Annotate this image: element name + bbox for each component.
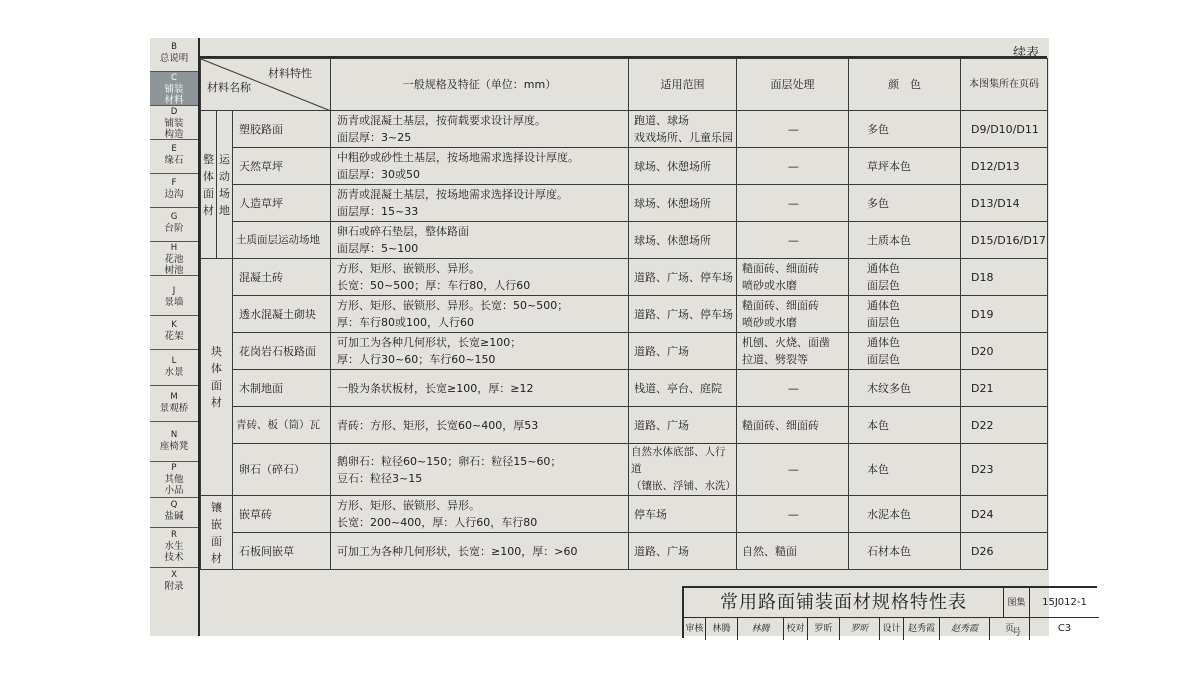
index-item-h[interactable]: H 花池树池 [150, 242, 198, 276]
index-item-p[interactable]: P 其他小品 [150, 462, 198, 498]
range-cell: 球场、休憩场所 [629, 185, 737, 222]
header-material-name: 材料名称 [207, 81, 251, 94]
spec-cell: 可加工为各种几何形状，长宽：≥100，厚：>60 [331, 533, 629, 570]
header-row [201, 59, 1048, 111]
surface-cell: — [737, 444, 849, 496]
header-diagonal-cell [201, 59, 331, 111]
page-cell: D9/D10/D11 [961, 111, 1048, 148]
material-name: 人造草坪 [233, 185, 331, 222]
range-cell: 道路、广场 [629, 407, 737, 444]
spec-cell: 沥青或混凝土基层，按场地需求选择设计厚度。 面层厚：15~33 [331, 185, 629, 222]
designer-signature: 赵秀霞 [940, 618, 990, 640]
table-row [201, 185, 1048, 222]
header-material-property: 材料特性 [268, 67, 313, 80]
page-cell: D18 [961, 259, 1048, 296]
range-cell: 道路、广场 [629, 533, 737, 570]
index-item-c[interactable]: C 铺装材料 [150, 72, 198, 106]
range-cell: 栈道、亭台、庭院 [629, 370, 737, 407]
checker-signature: 罗昕 [840, 618, 880, 640]
page-cell: D13/D14 [961, 185, 1048, 222]
page-cell: D21 [961, 370, 1048, 407]
material-name: 塑胶路面 [233, 111, 331, 148]
index-item-x[interactable]: X 附录 [164, 570, 184, 592]
material-name: 石板间嵌草 [233, 533, 331, 570]
table-row [201, 333, 1048, 370]
continued-label: 续表 [1012, 46, 1039, 61]
material-name: 混凝土砖 [233, 259, 331, 296]
group-monolithic: 整 体 面 材 [201, 111, 217, 259]
color-cell: 多色 [849, 111, 961, 148]
surface-cell: 糙面砖、细面砖 [737, 407, 849, 444]
drawing-sheet [150, 38, 1087, 638]
spec-cell: 方形、矩形、嵌锁形、异形。 长宽：50~500；厚：车行80，人行60 [331, 259, 629, 296]
material-name: 花岗岩石板路面 [233, 333, 331, 370]
surface-cell: 糙面砖、细面砖 喷砂或水磨 [737, 259, 849, 296]
spec-cell: 青砖：方形、矩形，长宽60~400，厚53 [331, 407, 629, 444]
group-sports-field: 运 动 场 地 [217, 111, 233, 259]
check-label: 校对 [784, 618, 808, 640]
reviewer-name: 林腾 [706, 618, 738, 640]
index-item-f[interactable]: F 边沟 [150, 174, 198, 208]
atlas-label: 图集号 [1004, 588, 1030, 618]
material-name: 土质面层运动场地 [233, 222, 331, 259]
color-cell: 本色 [849, 444, 961, 496]
header-page: 本图集所在页码 [961, 59, 1048, 111]
color-cell: 通体色 面层色 [849, 296, 961, 333]
material-name: 青砖、板（筒）瓦 [233, 407, 331, 444]
page-cell: D12/D13 [961, 148, 1048, 185]
table-row [201, 111, 1048, 148]
spec-cell: 方形、矩形、嵌锁形、异形。长宽：50~500； 厚：车行80或100，人行60 [331, 296, 629, 333]
range-cell: 球场、休憩场所 [629, 222, 737, 259]
reviewer-signature: 林腾 [738, 618, 784, 640]
surface-cell: 机刨、火烧、面凿 拉道、劈裂等 [737, 333, 849, 370]
page-label: 页 [990, 618, 1030, 640]
range-cell: 跑道、球场 戏戏场所、儿童乐园 [629, 111, 737, 148]
index-item-j[interactable]: J 景墙 [150, 276, 198, 316]
surface-cell: — [737, 222, 849, 259]
table-row [201, 148, 1048, 185]
header-surface: 面层处理 [737, 59, 849, 111]
color-cell: 通体色 面层色 [849, 333, 961, 370]
index-item-g[interactable]: G 台阶 [150, 208, 198, 242]
index-item-d[interactable]: D 铺装构造 [150, 106, 198, 140]
page-cell: D23 [961, 444, 1048, 496]
material-name: 透水混凝土砌块 [233, 296, 331, 333]
index-item-l[interactable]: L 水景 [150, 350, 198, 386]
atlas-number: 15J012-1 [1030, 588, 1099, 618]
material-name: 天然草坪 [233, 148, 331, 185]
index-item-e[interactable]: E 缘石 [150, 140, 198, 174]
range-cell: 自然水体底部、人行道 （镶嵌、浮铺、水洗） [629, 444, 737, 496]
page-cell: D24 [961, 496, 1048, 533]
index-item-m[interactable]: M 景观桥 [150, 386, 198, 422]
spec-cell: 方形、矩形、嵌锁形、异形。 长宽：200~400，厚：人行60，车行80 [331, 496, 629, 533]
group-block: 块 体 面 材 [201, 259, 233, 496]
page-cell: D19 [961, 296, 1048, 333]
color-cell: 通体色 面层色 [849, 259, 961, 296]
color-cell: 多色 [849, 185, 961, 222]
page-cell: D26 [961, 533, 1048, 570]
range-cell: 球场、休憩场所 [629, 148, 737, 185]
table-row [201, 496, 1048, 533]
surface-cell: — [737, 370, 849, 407]
color-cell: 本色 [849, 407, 961, 444]
table-row [201, 296, 1048, 333]
header-spec: 一般规格及特征（单位：mm） [331, 59, 629, 111]
page-cell: D20 [961, 333, 1048, 370]
header-color: 颜 色 [849, 59, 961, 111]
title-block [682, 586, 1097, 638]
spec-cell: 一般为条状板材，长宽≥100，厚：≥12 [331, 370, 629, 407]
chapter-index [150, 38, 200, 636]
color-cell: 土质本色 [849, 222, 961, 259]
table-row [201, 533, 1048, 570]
range-cell: 停车场 [629, 496, 737, 533]
table-row [201, 444, 1048, 496]
table-row [201, 222, 1048, 259]
drawing-title: 常用路面铺装面材规格特性表 [684, 588, 1004, 618]
surface-cell: — [737, 185, 849, 222]
surface-cell: 自然、糙面 [737, 533, 849, 570]
material-name: 嵌草砖 [233, 496, 331, 533]
spec-cell: 鹅卵石：粒径60~150；卵石：粒径15~60； 豆石：粒径3~15 [331, 444, 629, 496]
checker-name: 罗昕 [808, 618, 840, 640]
group-inlaid: 镶 嵌 面 材 [201, 496, 233, 570]
index-item-n[interactable]: N 座椅凳 [150, 422, 198, 462]
spec-cell: 沥青或混凝土基层，按荷载要求设计厚度。 面层厚：3~25 [331, 111, 629, 148]
index-item-k[interactable]: K 花架 [150, 316, 198, 350]
table-frame [200, 56, 1087, 638]
header-range: 适用范围 [629, 59, 737, 111]
spec-cell: 中粗砂或砂性土基层，按场地需求选择设计厚度。 面层厚：30或50 [331, 148, 629, 185]
range-cell: 道路、广场 [629, 333, 737, 370]
material-name: 木制地面 [233, 370, 331, 407]
page-number: C3 [1057, 623, 1072, 634]
design-label: 设计 [880, 618, 904, 640]
designer-name: 赵秀霞 [904, 618, 940, 640]
table-row [201, 259, 1048, 296]
signature-row [684, 618, 1099, 640]
surface-cell: 糙面砖、细面砖 喷砂或水磨 [737, 296, 849, 333]
index-item-r[interactable]: R 水生技术 [150, 528, 198, 568]
page-cell: D22 [961, 407, 1048, 444]
color-cell: 水泥本色 [849, 496, 961, 533]
surface-cell: — [737, 148, 849, 185]
material-name: 卵石（碎石） [233, 444, 331, 496]
color-cell: 草坪本色 [849, 148, 961, 185]
index-item-b[interactable]: B 总说明 [150, 42, 198, 72]
surface-cell: — [737, 111, 849, 148]
index-item-q[interactable]: Q 盐碱 [150, 498, 198, 528]
spec-cell: 可加工为各种几何形状，长宽≥100； 厚：人行30~60；车行60~150 [331, 333, 629, 370]
color-cell: 石材本色 [849, 533, 961, 570]
spec-cell: 卵石或碎石垫层，整体路面 面层厚：5~100 [331, 222, 629, 259]
color-cell: 木纹多色 [849, 370, 961, 407]
table-row [201, 407, 1048, 444]
range-cell: 道路、广场、停车场 [629, 259, 737, 296]
page-cell: D15/D16/D17 [961, 222, 1048, 259]
review-label: 审核 [684, 618, 706, 640]
table-row [201, 370, 1048, 407]
range-cell: 道路、广场、停车场 [629, 296, 737, 333]
spec-table [200, 58, 1048, 570]
surface-cell: — [737, 496, 849, 533]
